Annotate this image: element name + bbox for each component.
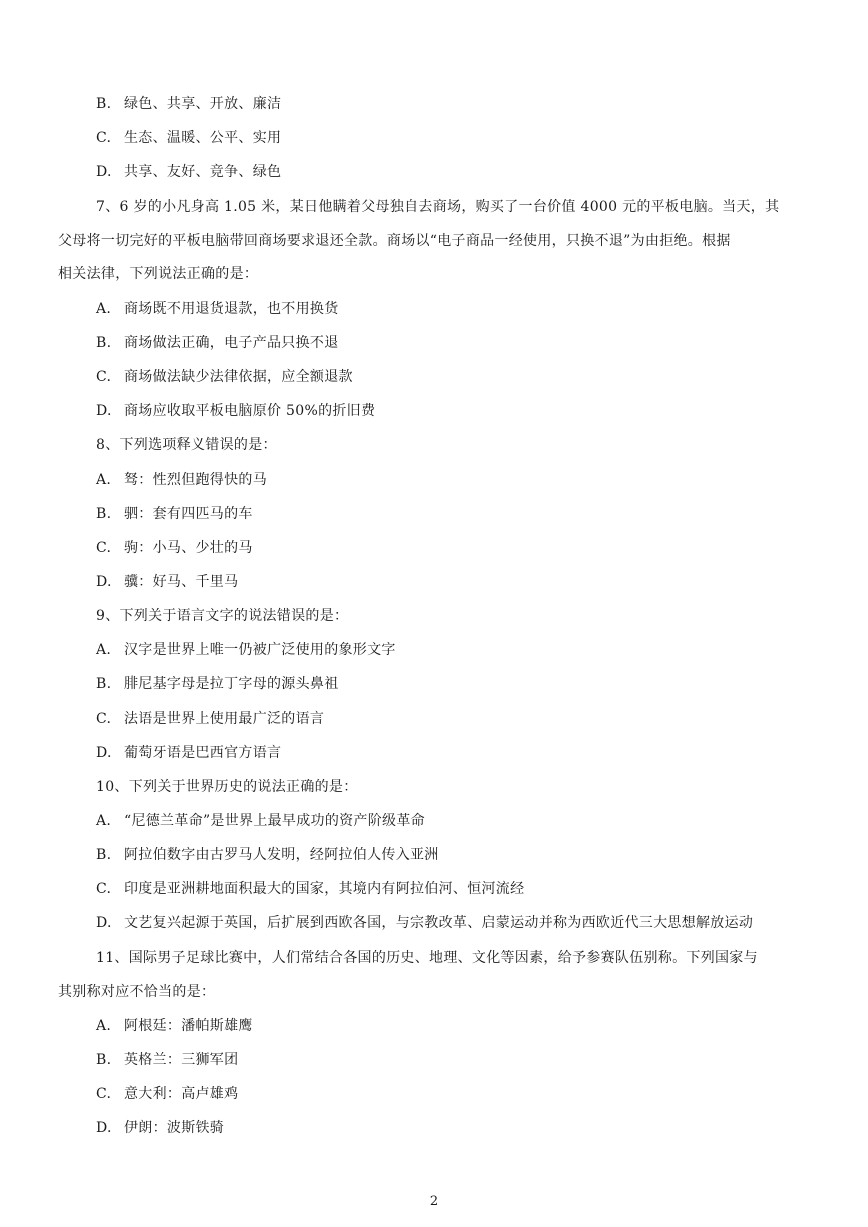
q11-option-c: C. 意大利：高卢雄鸡 xyxy=(96,1086,239,1102)
q10-option-d: D. 文艺复兴起源于英国，后扩展到西欧各国，与宗教改革、启蒙运动并称为西欧近代三大思想解放运动 xyxy=(96,915,754,931)
q8-option-d: D. 骥：好马、千里马 xyxy=(96,574,239,590)
q7-option-c: C. 商场做法缺少法律依据，应全额退款 xyxy=(96,369,353,385)
q6-option-c: C. 生态、温暖、公平、实用 xyxy=(96,130,282,146)
q11-option-b: B. 英格兰：三狮军团 xyxy=(96,1052,239,1068)
q11-stem-line-2: 其别称对应不恰当的是： xyxy=(58,984,216,1000)
q10-option-b: B. 阿拉伯数字由古罗马人发明，经阿拉伯人传入亚洲 xyxy=(96,847,439,863)
q6-option-d: D. 共享、友好、竞争、绿色 xyxy=(96,164,282,180)
page-number: 2 xyxy=(429,1194,439,1209)
q9-stem: 9、下列关于语言文字的说法错误的是： xyxy=(96,608,349,624)
q10-option-a: A. “尼德兰革命”是世界上最早成功的资产阶级革命 xyxy=(96,813,425,829)
q9-option-d: D. 葡萄牙语是巴西官方语言 xyxy=(96,745,282,761)
q11-stem-line-1: 11、国际男子足球比赛中，人们常结合各国的历史、地理、文化等因素，给予参赛队伍别称。下列国家与 xyxy=(96,950,758,966)
q7-stem-line-2: 父母将一切完好的平板电脑带回商场要求退还全款。商场以“电子商品一经使用，只换不退”为由拒绝。根据 xyxy=(58,233,731,249)
q7-option-b: B. 商场做法正确，电子产品只换不退 xyxy=(96,335,339,351)
q7-option-a: A. 商场既不用退货退款，也不用换货 xyxy=(96,301,339,317)
q11-option-d: D. 伊朗：波斯铁骑 xyxy=(96,1120,225,1136)
q6-option-b: B. 绿色、共享、开放、廉洁 xyxy=(96,96,282,112)
q9-option-c: C. 法语是世界上使用最广泛的语言 xyxy=(96,711,325,727)
q10-stem: 10、下列关于世界历史的说法正确的是： xyxy=(96,779,358,795)
q8-option-b: B. 驷：套有四匹马的车 xyxy=(96,506,253,522)
q9-option-b: B. 腓尼基字母是拉丁字母的源头鼻祖 xyxy=(96,676,339,692)
q8-stem: 8、下列选项释义错误的是： xyxy=(96,437,277,453)
q7-option-d: D. 商场应收取平板电脑原价 50%的折旧费 xyxy=(96,403,376,419)
q7-stem-line-1: 7、6 岁的小凡身高 1.05 米，某日他瞒着父母独自去商场，购买了一台价值 4000 元的平板电脑。当天，其 xyxy=(96,199,780,215)
q10-option-c: C. 印度是亚洲耕地面积最大的国家，其境内有阿拉伯河、恒河流经 xyxy=(96,881,525,897)
q9-option-a: A. 汉字是世界上唯一仍被广泛使用的象形文字 xyxy=(96,642,396,658)
q8-option-a: A. 驽：性烈但跑得快的马 xyxy=(96,472,267,488)
q11-option-a: A. 阿根廷：潘帕斯雄鹰 xyxy=(96,1018,253,1034)
q8-option-c: C. 驹：小马、少壮的马 xyxy=(96,540,253,556)
q7-stem-line-3: 相关法律，下列说法正确的是： xyxy=(58,266,259,282)
